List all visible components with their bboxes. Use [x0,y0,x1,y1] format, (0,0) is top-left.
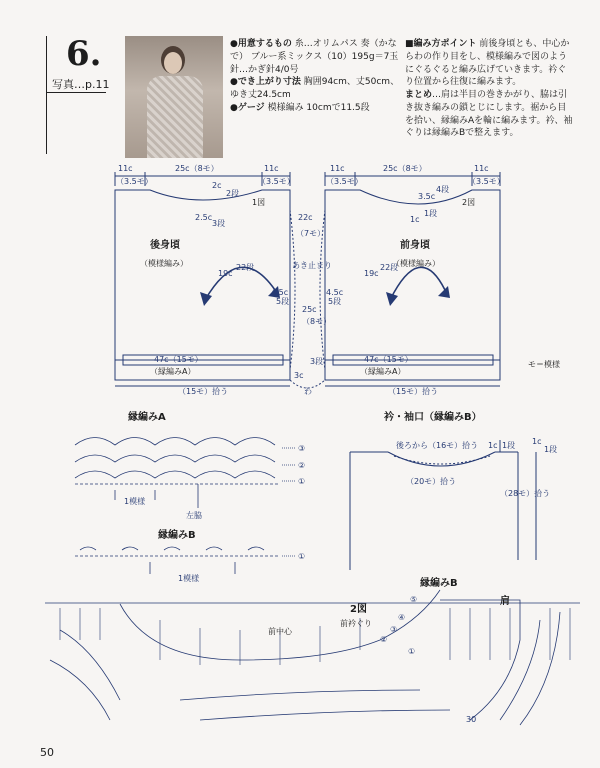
chart2-row-5: ⑤ [410,595,418,604]
back-neck-drop: 2c [212,181,222,190]
photo-reference: 写真…p.11 [52,78,110,91]
front-inner-neck-rows: 1段 [424,209,438,218]
finish-heading: まとめ [405,90,433,101]
edging-b-title: 縁編みB [158,530,196,541]
edging-b-row-1: ① [298,552,306,561]
gauge-text: 模様編み 10cmで11.5段 [267,102,370,113]
size-text: 胸囲94cm、丈50cm、ゆき丈24.5cm [230,77,400,101]
finish-text: …肩は半目の巻きかがり、脇は引き抜き編みの鎖とじにします。裾から目を拾い、縁編みAを輪に編みます。衿、袖ぐりは縁編みBで整えます。 [405,90,573,139]
back-top-right: 11c [264,164,279,173]
collar-side-right: 1c [532,437,542,446]
page-number: 50 [40,746,54,759]
front-neck-drop-rows: 4段 [436,185,450,194]
chart2-row-2: ② [380,635,388,644]
chart2-row-3: ③ [390,625,398,634]
edging-a-title: 縁編みA [128,412,166,423]
chart2-ticks [60,608,570,665]
front-border: （縁編みA） [360,367,406,376]
edging-a-chart [75,438,280,509]
front-radius: 19c [364,269,379,278]
front-top-right-sub: （3.5モ） [468,177,505,186]
side-armhole: あき止まり [292,261,332,270]
front-pickup: （15モ）拾う [388,387,439,396]
gauge-heading: ●ゲージ [230,102,265,113]
side-hem-rows: 3段 [310,357,324,366]
edging-a-row-markers [282,448,296,481]
edging-a-side-seam: 左脇 [186,511,202,520]
collar-side-left-rows: 1段 [502,441,516,450]
side-lower-sub: （8モ） [302,317,332,326]
edging-a-row-1: ① [298,477,306,486]
front-radius-rows: 22段 [380,263,399,272]
chart2-border-label: 縁編みB [420,578,458,589]
back-title: 後身頃 [150,240,180,251]
edging-b-repeat: 1模様 [178,574,200,583]
collar-side-left: 1c [488,441,498,450]
back-bottom-width: 47c（15モ） [154,355,203,364]
front-top-left: 11c [330,164,345,173]
front-bottom-width: 47c（15モ） [364,355,413,364]
front-top-right: 11c [474,164,489,173]
side-hem: 3c [294,371,304,380]
size-heading: ●でき上がり寸法 [230,77,301,88]
collar-title: 衿・袖口（縁編みB） [384,412,482,423]
edging-a-row-2: ② [298,461,306,470]
materials-text: 糸…オリムパス 奏（かなで） ブルー系ミックス（10）195g＝7玉 針…かぎ針4/0号 [230,39,399,75]
collar-diagram [350,440,536,570]
back-subtitle: （模様編み） [140,259,188,268]
front-subtitle: （模様編み） [392,259,440,268]
front-top-left-sub: （3.5モ） [326,177,363,186]
collar-side-right-rows: 1段 [544,445,558,454]
side-armhole-left: 4.5c [271,288,289,297]
front-top-center: 25c（8モ） [383,164,427,173]
collar-front-pick: （20モ）拾う [406,477,457,486]
points-text: 前後身頃とも、中心からわの作り目をし、模様編みで図のようにぐるぐると編み広げていきます。衿ぐり位置から往復に編みます。 [405,39,570,88]
edging-a-row-3: ③ [298,444,306,453]
collar-sleeve-pick: （28モ）拾う [500,489,551,498]
side-height-total: 22c [298,213,313,222]
front-fig: 2図 [462,198,476,207]
side-hem-ring: わ [304,387,312,396]
front-inner-neck: 1c [410,215,420,224]
side-lower: 25c [302,305,317,314]
back-pickup: （15モ）拾う [178,387,229,396]
pattern-number: 6. [66,34,102,74]
back-border: （縁編みA） [150,367,196,376]
collar-back-pick: 後ろから（16モ）拾う [396,441,479,450]
chart2-title: 2図 [350,604,367,615]
front-neck-drop: 3.5c [418,192,436,201]
chart2-front-neck: 前衿ぐり [340,619,372,628]
edging-a-repeat: 1模様 [124,497,146,506]
back-fig: 1図 [252,198,266,207]
chart2-row-1: ① [408,647,416,656]
back-top-left-sub: （3.5モ） [116,177,153,186]
back-radius-rows: 22段 [236,263,255,272]
chart2-row-4: ④ [398,613,406,622]
chart2-row-30: 30 [466,715,477,724]
points-heading: ■編み方ポイント [405,39,477,49]
back-top-left: 11c [118,164,133,173]
side-armhole-right-rows: 5段 [328,297,342,306]
back-top-center: 25c（8モ） [175,164,219,173]
back-inner-neck-rows: 3段 [212,219,226,228]
chart2-center-front: 前中心 [268,627,292,636]
legend-pattern-unit: モ＝模様 [528,360,560,369]
edging-b-chart [75,547,296,574]
side-armhole-left-rows: 5段 [276,297,290,306]
chart2-grid [45,590,580,725]
back-radius: 19c [218,269,233,278]
back-inner-neck: 2.5c [195,213,213,222]
front-title: 前身頃 [400,240,430,251]
back-top-right-sub: （3.5モ） [258,177,295,186]
side-armhole-right: 4.5c [326,288,344,297]
back-neck-drop-rows: 2段 [226,189,240,198]
materials-heading: ●用意するもの [230,39,292,49]
chart2-shoulder: 肩 [500,596,510,607]
side-height-total-sub: （7モ） [296,229,326,238]
